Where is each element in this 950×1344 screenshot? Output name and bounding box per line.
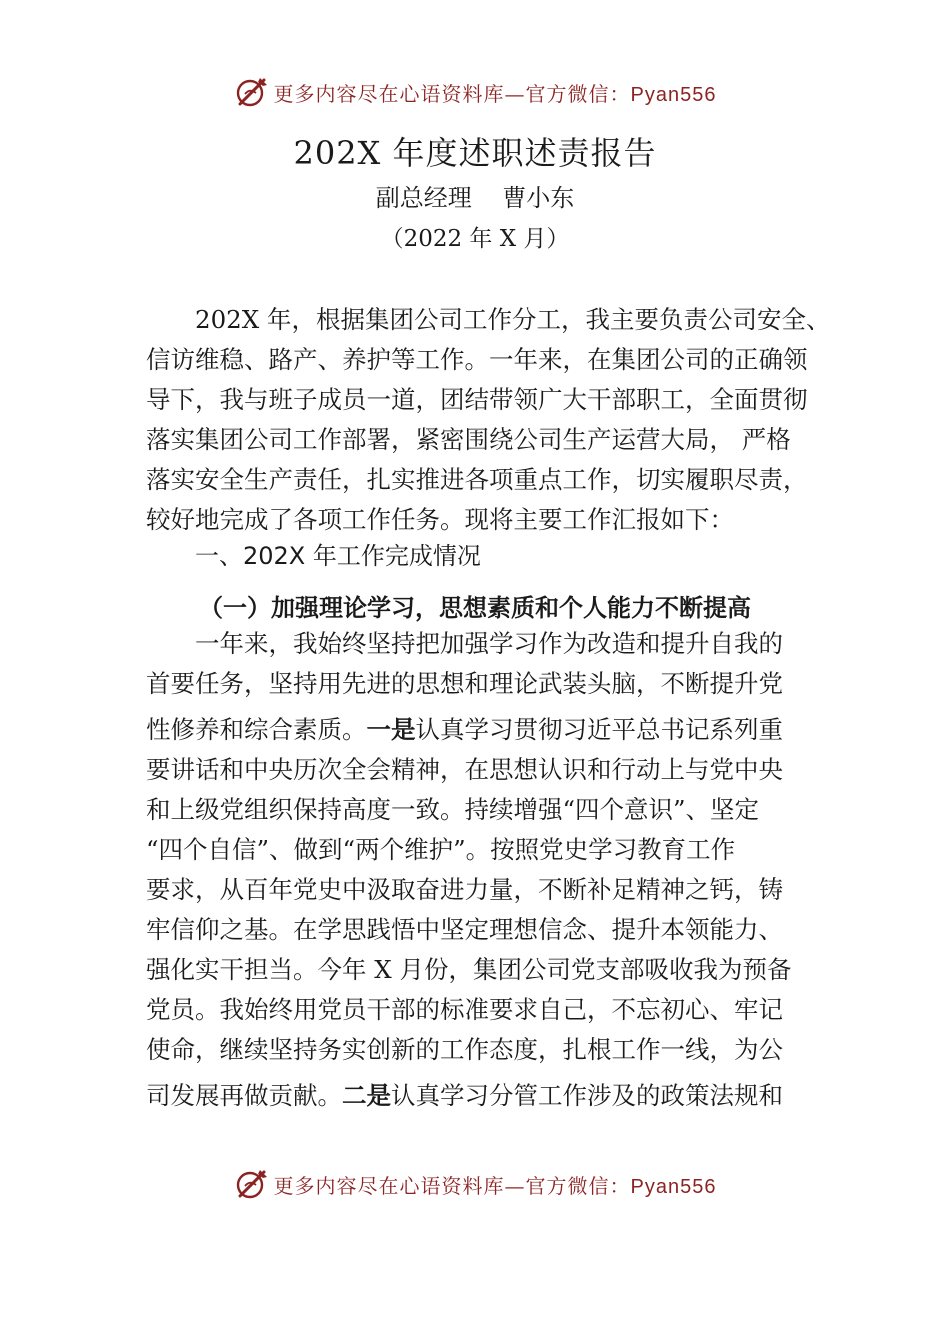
wechat-id: Pyan556 — [630, 83, 717, 106]
point-marker-second: 二是 — [342, 1081, 391, 1110]
footer-banner — [0, 1164, 950, 1204]
intro-line: 202X 年，根据集团公司工作分工，我主要负责公司安全、 — [195, 305, 831, 334]
pen-logo-icon — [234, 74, 270, 110]
pen-logo-icon — [234, 1166, 270, 1202]
paragraph-line — [146, 710, 826, 750]
study-paragraph — [146, 624, 826, 1116]
intro-line: 信访维稳、路产、养护等工作。一年来，在集团公司的正确领 — [146, 345, 808, 374]
paragraph-line: 牢信仰之基。在学思践悟中坚定理想信念、提升本领能力、 — [146, 915, 783, 944]
paragraph-line: 一年来，我始终坚持把加强学习作为改造和提升自我的 — [195, 629, 783, 658]
paragraph-line: “四个自信”、做到“两个维护”。按照党史学习教育工作 — [146, 835, 736, 864]
intro-paragraph — [146, 300, 831, 540]
paragraph-line: 首要任务，坚持用先进的思想和理论武装头脑，不断提升党 — [146, 669, 783, 698]
document-title: 202X 年度述职述责报告 — [293, 134, 657, 172]
intro-line: 较好地完成了各项工作任务。现将主要工作汇报如下： — [146, 505, 734, 534]
paragraph-line: 党员。我始终用党员干部的标准要求自己，不忘初心、牢记 — [146, 995, 783, 1024]
document-author: 副总经理 曹小东 — [375, 184, 575, 212]
intro-line: 落实安全生产责任，扎实推进各项重点工作，切实履职尽责， — [146, 465, 808, 494]
paragraph-line: 要讲话和中央历次全会精神，在思想认识和行动上与党中央 — [146, 755, 783, 784]
point-marker-first: 一是 — [366, 715, 416, 744]
paragraph-line: 使命，继续坚持务实创新的工作态度，扎根工作一线，为公 — [146, 1035, 783, 1064]
paragraph-line: 和上级党组织保持高度一致。持续增强“四个意识”、坚定 — [146, 795, 760, 824]
document-date: （2022 年 X 月） — [380, 226, 570, 252]
paragraph-line — [146, 1076, 826, 1116]
section-heading: 一、202X 年工作完成情况 — [195, 542, 481, 570]
line-rest: 认真学习贯彻习近平总书记系列重 — [415, 715, 783, 744]
header-banner — [0, 72, 950, 112]
subsection-heading: （一）加强理论学习，思想素质和个人能力不断提高 — [199, 594, 751, 622]
intro-line: 落实集团公司工作部署，紧密围绕公司生产运营大局， 严格 — [146, 425, 791, 454]
paragraph-line: 强化实干担当。今年 X 月份，集团公司党支部吸收我为预备 — [146, 955, 792, 984]
intro-line: 导下，我与班子成员一道，团结带领广大干部职工，全面贯彻 — [146, 385, 808, 414]
banner-text: 更多内容尽在心语资料库—官方微信：Pyan556 — [273, 81, 717, 106]
line-prefix: 司发展再做贡献。 — [146, 1081, 342, 1110]
paragraph-line: 要求，从百年党史中汲取奋进力量，不断补足精神之钙，铸 — [146, 875, 783, 904]
line-rest: 认真学习分管工作涉及的政策法规和 — [391, 1081, 783, 1110]
wechat-id: Pyan556 — [630, 1175, 717, 1198]
banner-text: 更多内容尽在心语资料库—官方微信：Pyan556 — [273, 1173, 717, 1198]
line-prefix: 性修养和综合素质。 — [146, 715, 367, 744]
